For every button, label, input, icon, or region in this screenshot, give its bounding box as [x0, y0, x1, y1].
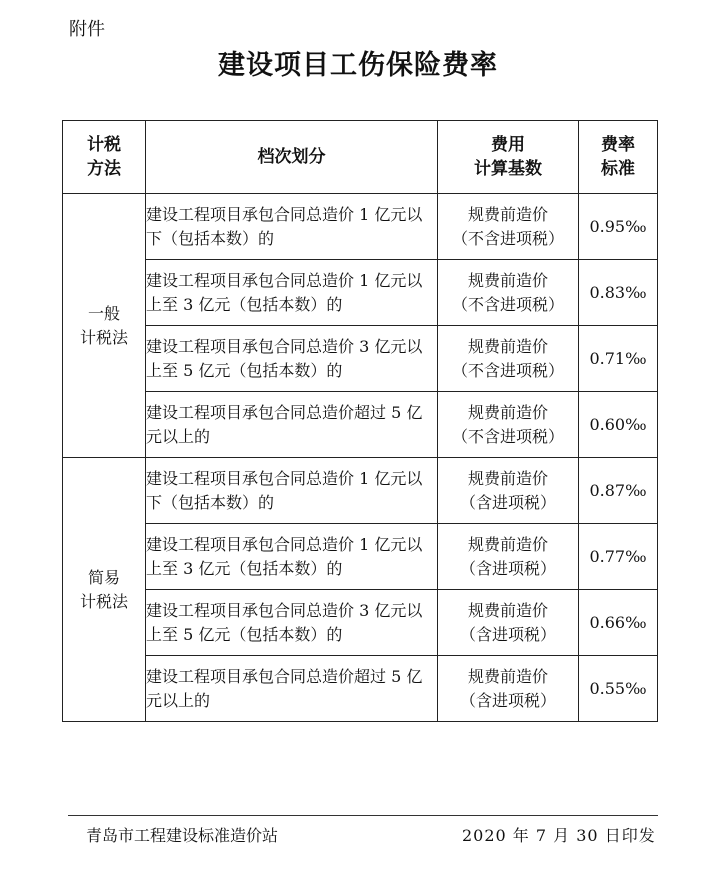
tier-cell: 建设工程项目承包合同总造价 1 亿元以下（包括本数）的: [146, 458, 438, 524]
table-row: [63, 392, 658, 458]
base-line: （不含进项税）: [451, 294, 564, 314]
base-line: （不含进项税）: [451, 228, 564, 248]
rate-cell: 0.77‰: [579, 524, 658, 590]
table-row: [63, 260, 658, 326]
base-line: 规费前造价: [467, 468, 548, 488]
tier-cell: 建设工程项目承包合同总造价 1 亿元以下（包括本数）的: [146, 194, 438, 260]
base-cell: [438, 260, 579, 326]
footer-divider: [68, 815, 658, 816]
header-tier: 档次划分: [146, 121, 438, 194]
table-row: [63, 524, 658, 590]
base-line: 规费前造价: [467, 402, 548, 422]
rate-cell: 0.55‰: [579, 656, 658, 722]
base-line: 规费前造价: [467, 270, 548, 290]
method-cell-general: [63, 194, 146, 458]
rate-cell: 0.87‰: [579, 458, 658, 524]
base-line: 规费前造价: [467, 336, 548, 356]
base-cell: [438, 392, 579, 458]
base-cell: [438, 524, 579, 590]
page-title: 建设项目工伤保险费率: [218, 50, 498, 81]
rate-cell: 0.66‰: [579, 590, 658, 656]
tier-cell: 建设工程项目承包合同总造价 1 亿元以上至 3 亿元（包括本数）的: [146, 524, 438, 590]
base-cell: [438, 656, 579, 722]
base-line: （含进项税）: [459, 624, 556, 644]
header-rate: [579, 121, 658, 194]
tier-cell: 建设工程项目承包合同总造价 3 亿元以上至 5 亿元（包括本数）的: [146, 326, 438, 392]
base-cell: [438, 326, 579, 392]
method-line: 简易: [87, 567, 120, 587]
header-rate-line: 标准: [601, 159, 635, 179]
rate-cell: 0.71‰: [579, 326, 658, 392]
base-cell: [438, 194, 579, 260]
header-base-line: 计算基数: [474, 159, 542, 179]
method-cell-simplified: [63, 458, 146, 722]
base-line: 规费前造价: [467, 666, 548, 686]
table-row: [63, 458, 658, 524]
header-method-line: 计税: [87, 135, 121, 155]
base-line: （含进项税）: [459, 690, 556, 710]
attachment-label: 附件: [69, 19, 105, 40]
header-base-line: 费用: [491, 135, 525, 155]
rate-cell: 0.95‰: [579, 194, 658, 260]
method-line: 计税法: [79, 591, 128, 611]
table-row: [63, 194, 658, 260]
table-row: [63, 590, 658, 656]
base-line: 规费前造价: [467, 600, 548, 620]
table-row: [63, 326, 658, 392]
base-line: （不含进项税）: [451, 426, 564, 446]
header-method-line: 方法: [87, 159, 121, 179]
tier-cell: 建设工程项目承包合同总造价 3 亿元以上至 5 亿元（包括本数）的: [146, 590, 438, 656]
tier-cell: 建设工程项目承包合同总造价 1 亿元以上至 3 亿元（包括本数）的: [146, 260, 438, 326]
base-line: （含进项税）: [459, 558, 556, 578]
rate-cell: 0.60‰: [579, 392, 658, 458]
rate-cell: 0.83‰: [579, 260, 658, 326]
rate-table: [62, 120, 658, 722]
tier-cell: 建设工程项目承包合同总造价超过 5 亿元以上的: [146, 656, 438, 722]
footer-issuer: 青岛市工程建设标准造价站: [86, 826, 279, 845]
base-line: 规费前造价: [467, 204, 548, 224]
base-line: （不含进项税）: [451, 360, 564, 380]
footer-date: 2020 年 7 月 30 日印发: [462, 826, 656, 845]
base-line: 规费前造价: [467, 534, 548, 554]
tier-cell: 建设工程项目承包合同总造价超过 5 亿元以上的: [146, 392, 438, 458]
table-row: [63, 656, 658, 722]
table-header-row: [63, 121, 658, 194]
header-rate-line: 费率: [601, 135, 635, 155]
base-line: （含进项税）: [459, 492, 556, 512]
base-cell: [438, 590, 579, 656]
header-method: [63, 121, 146, 194]
method-line: 计税法: [79, 327, 128, 347]
method-line: 一般: [87, 303, 120, 323]
header-base: [438, 121, 579, 194]
base-cell: [438, 458, 579, 524]
